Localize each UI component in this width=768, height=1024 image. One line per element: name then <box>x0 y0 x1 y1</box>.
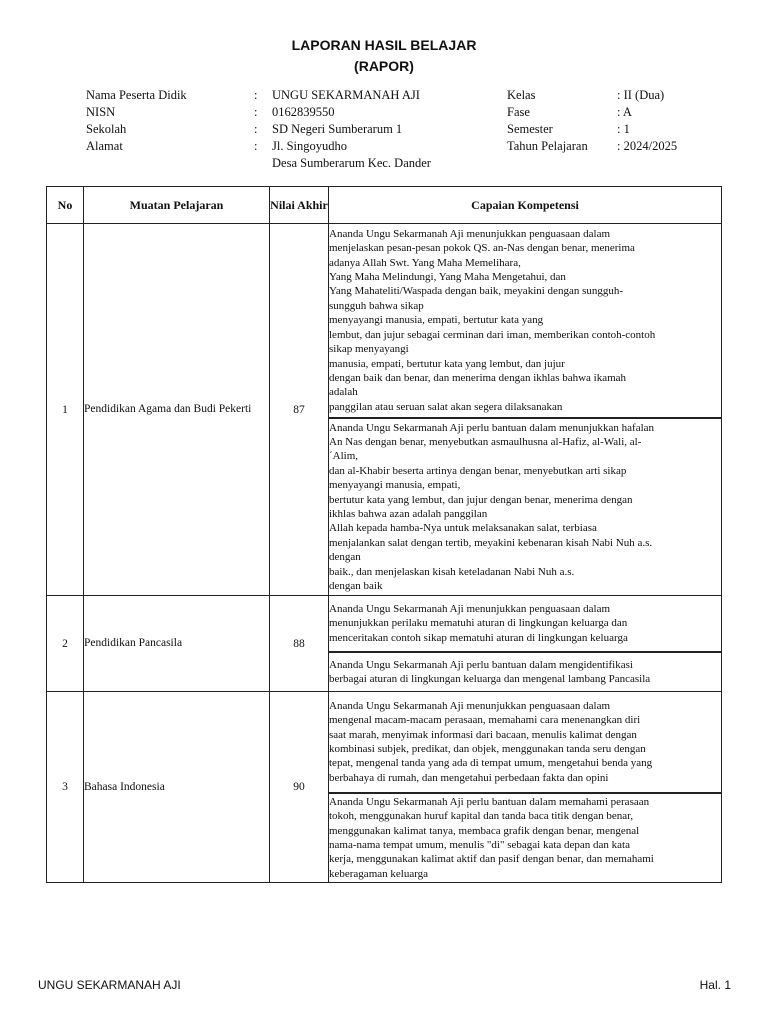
school-label: Sekolah <box>86 122 127 136</box>
address-line1: Jl. Singoyudho <box>272 139 348 153</box>
achievement-help: Ananda Ungu Sekarmanah Aji perlu bantuan dalam mengidentifikasi berbagai aturan di lingkungan keluarga dan mengenal lambang Pancasila <box>329 652 722 692</box>
grades-table <box>46 186 722 883</box>
nisn-label: NISN <box>86 105 116 119</box>
address-value <box>272 138 431 172</box>
table-row <box>47 692 722 794</box>
name-label: Nama Peserta Didik <box>86 88 187 102</box>
row-score: 88 <box>270 596 329 692</box>
table-row <box>47 596 722 653</box>
report-subtitle: (RAPOR) <box>354 58 414 74</box>
address-colon: : <box>254 139 258 153</box>
row-subject: Bahasa Indonesia <box>84 692 270 883</box>
year-value: : 2024/2025 <box>617 139 678 153</box>
header-no: No <box>47 187 84 224</box>
name-row <box>86 87 431 104</box>
header-score: Nilai Akhir <box>270 187 329 224</box>
achievement-help: Ananda Ungu Sekarmanah Aji perlu bantuan dalam menunjukkan hafalan An Nas dengan benar, menyebutkan asmaulhusna al-Hafiz, al-Wali, al- ´Alim, dan al-Khabir beserta artinya dengan benar, menyebutkan arti sikap menyayangi manusia, empati, bertutur kata yang lembut, dan jujur dengan benar, menerima dengan ikhlas bahwa azan adalah panggilan Allah kepada hamba-Nya untuk melaksanakan salat, terbiasa menjalankan salat dengan tertib, meyakini kebenaran kisah Nabi Nuh a.s. dengan baik., dan menjelaskan kisah keteladanan Nabi Nuh a.s. dengan baik <box>329 418 722 596</box>
row-score: 87 <box>270 224 329 596</box>
header-achievement: Capaian Kompetensi <box>329 187 722 224</box>
class-label: Kelas <box>507 88 536 102</box>
achievement-good: Ananda Ungu Sekarmanah Aji menunjukkan penguasaan dalam menjelaskan pesan-pesan pokok QS. an-Nas dengan benar, menerima adanya Allah Swt. Yang Maha Memelihara, Yang Maha Melindungi, Yang Maha Mengetahui, dan Yang Mahateliti/Waspada dengan baik, meyakini dengan sungguh- sungguh bahwa sikap menyayangi manusia, empati, bertutur kata yang lembut, dan jujur sebagai cerminan dari iman, memberikan contoh-contoh sikap menyayangi manusia, empati, bertutur kata yang lembut, dan jujur dengan baik dan benar, dan menerima dengan ikhlas bahwa ikamah adalah panggilan atau seruan salat akan segera dilaksanakan <box>329 224 722 419</box>
year-label: Tahun Pelajaran <box>507 139 588 153</box>
achievement-help: Ananda Ungu Sekarmanah Aji perlu bantuan dalam memahami perasaan tokoh, menggunakan huruf kapital dan tanda baca titik dengan benar, menggunakan kalimat tanya, membaca grafik dengan benar, mengenal nama-nama tempat umum, menulis "di" sebagai kata depan dan kata kerja, menggunakan kalimat aktif dan pasif dengan benar, dan memahami keberagaman keluarga <box>329 793 722 883</box>
row-no: 3 <box>47 692 84 883</box>
school-value: SD Negeri Sumberarum 1 <box>272 122 403 136</box>
class-row <box>507 87 677 104</box>
phase-label: Fase <box>507 105 530 119</box>
nisn-value: 0162839550 <box>272 105 335 119</box>
report-title: LAPORAN HASIL BELAJAR <box>291 37 477 53</box>
name-colon: : <box>254 88 258 102</box>
class-value: : II (Dua) <box>617 88 665 102</box>
address-line2: Desa Sumberarum Kec. Dander <box>272 156 431 170</box>
table-header-row <box>47 187 722 224</box>
nisn-colon: : <box>254 105 258 119</box>
header-subject: Muatan Pelajaran <box>84 187 270 224</box>
school-colon: : <box>254 122 258 136</box>
address-label: Alamat <box>86 139 123 153</box>
achievement-good: Ananda Ungu Sekarmanah Aji menunjukkan penguasaan dalam menunjukkan perilaku mematuhi aturan di lingkungan keluarga dan menceritakan contoh sikap mematuhi aturan di lingkungan keluarga <box>329 596 722 653</box>
student-name: UNGU SEKARMANAH AJI <box>272 88 420 102</box>
address-row <box>86 138 431 172</box>
row-score: 90 <box>270 692 329 883</box>
row-subject: Pendidikan Agama dan Budi Pekerti <box>84 224 270 596</box>
semester-label: Semester <box>507 122 553 136</box>
phase-row <box>507 104 677 121</box>
row-subject: Pendidikan Pancasila <box>84 596 270 692</box>
semester-value: : 1 <box>617 122 630 136</box>
student-info-left <box>86 87 431 172</box>
nisn-row <box>86 104 431 121</box>
year-row <box>507 138 677 155</box>
table-row <box>47 224 722 419</box>
semester-row <box>507 121 677 138</box>
row-no: 2 <box>47 596 84 692</box>
school-row <box>86 121 431 138</box>
student-info-right <box>507 87 677 155</box>
footer-page-number: Hal. 1 <box>699 978 731 992</box>
footer-student-name: UNGU SEKARMANAH AJI <box>38 978 181 992</box>
phase-value: : A <box>617 105 632 119</box>
achievement-good: Ananda Ungu Sekarmanah Aji menunjukkan penguasaan dalam mengenal macam-macam perasaan, memahami cara menenangkan diri saat marah, menyimak informasi dari bacaan, menulis kalimat dengan kombinasi subjek, predikat, dan objek, menggunakan tanda seru dengan tepat, mengenal tanda yang ada di tempat umum, mengetahui benda yang berbahaya di rumah, dan mengetahui perbedaan fakta dan opini <box>329 692 722 794</box>
row-no: 1 <box>47 224 84 596</box>
